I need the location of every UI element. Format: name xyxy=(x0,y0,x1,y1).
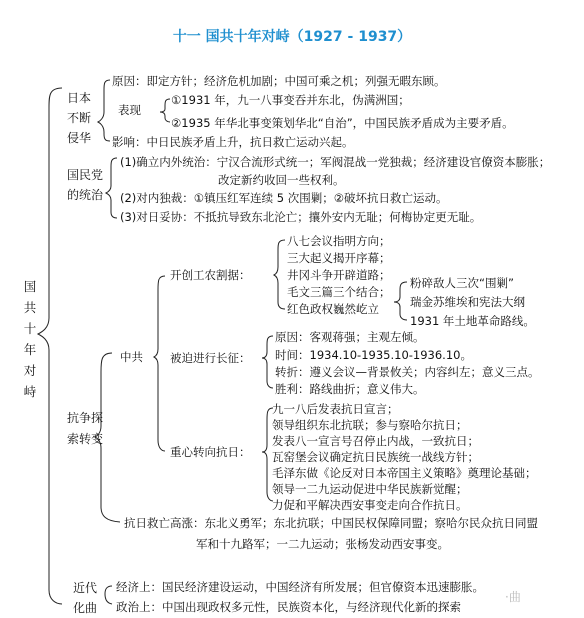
focus-label: 重心转向抗日： xyxy=(170,445,251,459)
worker-item: 井冈斗争开辟道路； xyxy=(287,268,391,282)
modern-bracket xyxy=(105,586,112,604)
ccp-label: 中共 xyxy=(120,350,143,364)
red-item: 粉碎敌人三次“围剿” xyxy=(410,276,514,290)
japan-bracket xyxy=(98,80,110,141)
japan-cause: 原因：即定方针；经济危机加剧；中国可乘之机；列强无暇东顾。 xyxy=(112,74,446,88)
focus-item: 瓦窑堡会议确定抗日民族统一战线方针； xyxy=(272,450,479,464)
march-label: 被迫进行长征： xyxy=(170,351,251,365)
worker-bracket xyxy=(274,240,285,309)
kmt-item: (2)对内独裁：①镇压红军连续 5 次围剿；②破坏抗日救亡运动。 xyxy=(120,191,448,205)
worker-label: 开创工农割据： xyxy=(170,268,251,282)
kmt-label: 国民党的统治 xyxy=(67,168,104,202)
modern-label: 近代化曲 xyxy=(73,581,98,615)
red-item: 瑞金苏维埃和宪法大纲 xyxy=(410,295,525,309)
worker-item: 八七会议指明方向； xyxy=(287,234,391,248)
kmt-item: (3)对日妥协：不抵抗导致东北沦亡；攘外安内无耻；何梅协定更无耻。 xyxy=(120,210,482,224)
march-bracket xyxy=(262,336,273,388)
watermark: ·曲 xyxy=(505,590,521,604)
kmt-item: 改定新约收回一些权利。 xyxy=(218,173,345,187)
kmt-item: (1)确立内外统治：宁汉合流形式统一；军阀混战一党独裁；经济建设官僚资本膨胀； xyxy=(120,155,551,169)
worker-item: 毛文三篇三个结合； xyxy=(287,285,391,299)
focus-item: 力促和平解决西安事变走向合作抗日。 xyxy=(272,498,468,512)
struggle-label: 抗争探索转变 xyxy=(67,411,104,446)
manifest-bracket xyxy=(160,99,170,122)
page-title: 十一 国共十年对峙（1927 - 1937） xyxy=(172,29,412,45)
march-item: 胜利：路线曲折；意义伟大。 xyxy=(275,382,425,396)
modern-item: 政治上：中国出现政权多元性，民族资本化，与经济现代化新的探索 xyxy=(116,600,461,614)
japan-impact: 影响：中日民族矛盾上升，抗日救亡运动兴起。 xyxy=(112,135,354,149)
manifest-item: ①1931 年，九一八事变吞并东北，伪满洲国； xyxy=(171,93,410,107)
worker-item: 三大起义揭开序幕； xyxy=(287,251,391,265)
march-item: 时间：1934.10-1935.10-1936.10。 xyxy=(275,348,472,362)
modern-item: 经济上：国民经济建设运动，中国经济有所发展；但官僚资本迅速膨胀。 xyxy=(116,580,484,594)
climax-line: 军和十九路军；一二九运动；张杨发动西安事变。 xyxy=(196,537,449,551)
red-item: 1931 年土地革命路线。 xyxy=(410,314,535,328)
focus-item: 九一八后发表抗日宣言； xyxy=(272,402,399,416)
climax-line: 抗日救亡高涨：东北义勇军；东北抗联；中国民权保障同盟；察哈尔民众抗日同盟 xyxy=(124,516,538,530)
manifest-label: 表现 xyxy=(118,103,141,117)
march-item: 转折：遵义会议—背景攸关；内容纠左；意义三点。 xyxy=(275,365,540,379)
japan-label: 日本不断侵华 xyxy=(67,91,92,145)
focus-item: 领导一二九运动促进中华民族新觉醒； xyxy=(272,482,468,496)
focus-item: 领导组织东北抗联；参与察哈尔抗日； xyxy=(272,418,468,432)
red-bracket xyxy=(394,282,407,320)
focus-item: 发表八一宣言号召停止内战，一致抗日； xyxy=(272,434,479,448)
focus-item: 毛泽东做《论反对日本帝国主义策略》奠理论基础； xyxy=(272,466,537,480)
worker-item: 红色政权巍然屹立 xyxy=(287,302,379,316)
root-bracket xyxy=(38,88,62,604)
root-label: 国共十年对峙 xyxy=(23,279,37,399)
march-item: 原因：客观蒋强；主观左倾。 xyxy=(275,330,425,344)
kmt-bracket xyxy=(106,158,117,218)
manifest-item: ②1935 年华北事变策划华北“自治”，中国民族矛盾成为主要矛盾。 xyxy=(171,116,514,130)
ccp-bracket xyxy=(154,276,165,451)
